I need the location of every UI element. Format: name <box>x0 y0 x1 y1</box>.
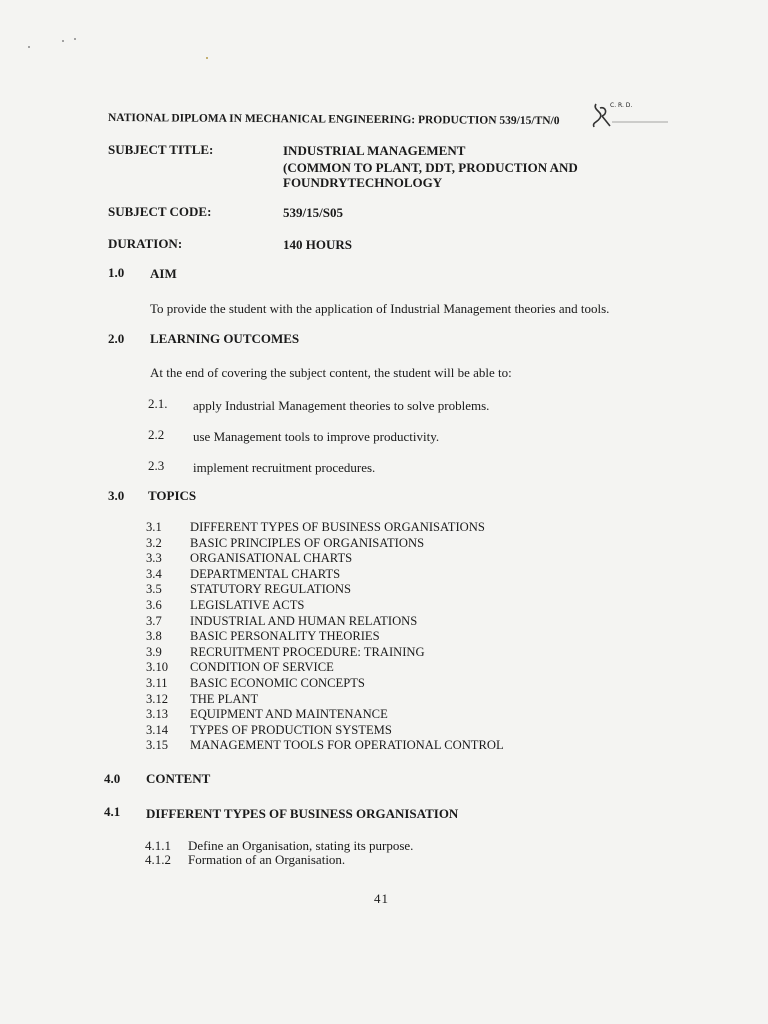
list-item <box>146 598 586 614</box>
topic-text: RECRUITMENT PROCEDURE: TRAINING <box>190 644 425 659</box>
topic-text: ORGANISATIONAL CHARTS <box>190 551 353 566</box>
topic-number: 3.1 <box>146 520 162 534</box>
crd-logo <box>590 100 670 132</box>
list-item <box>146 520 586 536</box>
outcome-text: implement recruitment procedures. <box>193 460 376 475</box>
topic-text: STATUTORY REGULATIONS <box>190 582 351 597</box>
subject-title-label: SUBJECT TITLE: <box>108 142 214 157</box>
topic-text: INDUSTRIAL AND HUMAN RELATIONS <box>190 613 418 628</box>
logo-text: C. R. D. <box>610 102 633 109</box>
list-item <box>146 707 586 723</box>
content-heading: CONTENT <box>146 771 211 786</box>
outcome-text: apply Industrial Management theories to solve problems. <box>193 398 490 413</box>
list-item <box>146 567 586 583</box>
document-header: NATIONAL DIPLOMA IN MECHANICAL ENGINEERING: PRODUCTION 539/15/TN/0 <box>107 112 560 128</box>
subject-code-value: 539/15/S05 <box>283 205 343 220</box>
outcome-text: use Management tools to improve productivity. <box>193 429 440 444</box>
topic-text: DIFFERENT TYPES OF BUSINESS ORGANISATIONS <box>190 520 485 534</box>
topic-text: DEPARTMENTAL CHARTS <box>190 566 341 581</box>
topic-number: 3.12 <box>146 691 169 706</box>
topic-number: 3.15 <box>146 738 169 753</box>
list-item <box>146 738 586 754</box>
aim-number: 1.0 <box>108 265 125 280</box>
topic-text: CONDITION OF SERVICE <box>190 660 334 675</box>
content-sub-heading: DIFFERENT TYPES OF BUSINESS ORGANISATION <box>146 806 459 821</box>
list-item <box>146 660 586 676</box>
duration-value: 140 HOURS <box>283 237 352 252</box>
topic-number: 3.7 <box>146 613 162 628</box>
content-item-number: 4.1.1 <box>145 838 171 853</box>
page-number: 41 <box>374 891 389 906</box>
content-item-text: Formation of an Organisation. <box>188 852 346 867</box>
subject-title-line2: (COMMON TO PLANT, DDT, PRODUCTION AND <box>283 160 578 175</box>
topic-number: 3.13 <box>146 707 169 722</box>
subject-title-line1: INDUSTRIAL MANAGEMENT <box>283 143 466 158</box>
duration-label: DURATION: <box>108 236 183 251</box>
topic-text: BASIC PRINCIPLES OF ORGANISATIONS <box>190 535 425 550</box>
outcomes-heading: LEARNING OUTCOMES <box>150 331 300 346</box>
topic-number: 3.10 <box>146 660 169 675</box>
content-item-number: 4.1.2 <box>145 852 171 867</box>
topics-heading: TOPICS <box>148 488 197 503</box>
content-number: 4.0 <box>104 771 121 786</box>
outcomes-intro: At the end of covering the subject content, the student will be able to: <box>150 365 512 380</box>
list-item <box>146 629 586 645</box>
list-item <box>146 551 586 567</box>
aim-heading: AIM <box>150 266 177 281</box>
topic-number: 3.5 <box>146 582 162 597</box>
topic-number: 3.8 <box>146 629 162 644</box>
outcomes-number: 2.0 <box>108 331 125 346</box>
topic-text: MANAGEMENT TOOLS FOR OPERATIONAL CONTROL <box>190 738 504 753</box>
outcome-number: 2.2 <box>148 427 165 442</box>
topic-text: TYPES OF PRODUCTION SYSTEMS <box>190 722 392 737</box>
list-item <box>146 536 586 552</box>
list-item <box>146 676 586 692</box>
list-item <box>146 645 586 661</box>
outcome-number: 2.3 <box>148 458 165 473</box>
subject-title-line3: FOUNDRYTECHNOLOGY <box>283 175 443 190</box>
topic-text: LEGISLATIVE ACTS <box>190 597 305 612</box>
topic-number: 3.9 <box>146 644 162 659</box>
scan-speck <box>62 40 64 42</box>
list-item <box>146 723 586 739</box>
list-item <box>146 582 586 598</box>
topic-number: 3.3 <box>146 551 162 566</box>
topic-text: BASIC PERSONALITY THEORIES <box>190 629 380 644</box>
topic-number: 3.11 <box>146 675 168 690</box>
scan-speck <box>206 57 208 59</box>
content-item-text: Define an Organisation, stating its purpose. <box>188 838 414 853</box>
topic-text: EQUIPMENT AND MAINTENANCE <box>190 707 388 722</box>
topic-number: 3.2 <box>146 535 162 550</box>
aim-text: To provide the student with the application of Industrial Management theories and tools. <box>150 301 610 316</box>
list-item <box>146 614 586 630</box>
scan-speck <box>74 38 76 40</box>
topics-list <box>146 520 586 754</box>
outcome-number: 2.1. <box>148 396 168 411</box>
scan-speck <box>28 46 30 48</box>
topic-text: THE PLANT <box>190 691 259 706</box>
topic-number: 3.14 <box>146 722 169 737</box>
topic-number: 3.6 <box>146 597 162 612</box>
list-item <box>146 692 586 708</box>
topic-text: BASIC ECONOMIC CONCEPTS <box>190 675 365 690</box>
content-sub-number: 4.1 <box>104 804 121 819</box>
subject-code-label: SUBJECT CODE: <box>108 204 212 219</box>
topic-number: 3.4 <box>146 566 162 581</box>
topics-number: 3.0 <box>108 488 125 503</box>
